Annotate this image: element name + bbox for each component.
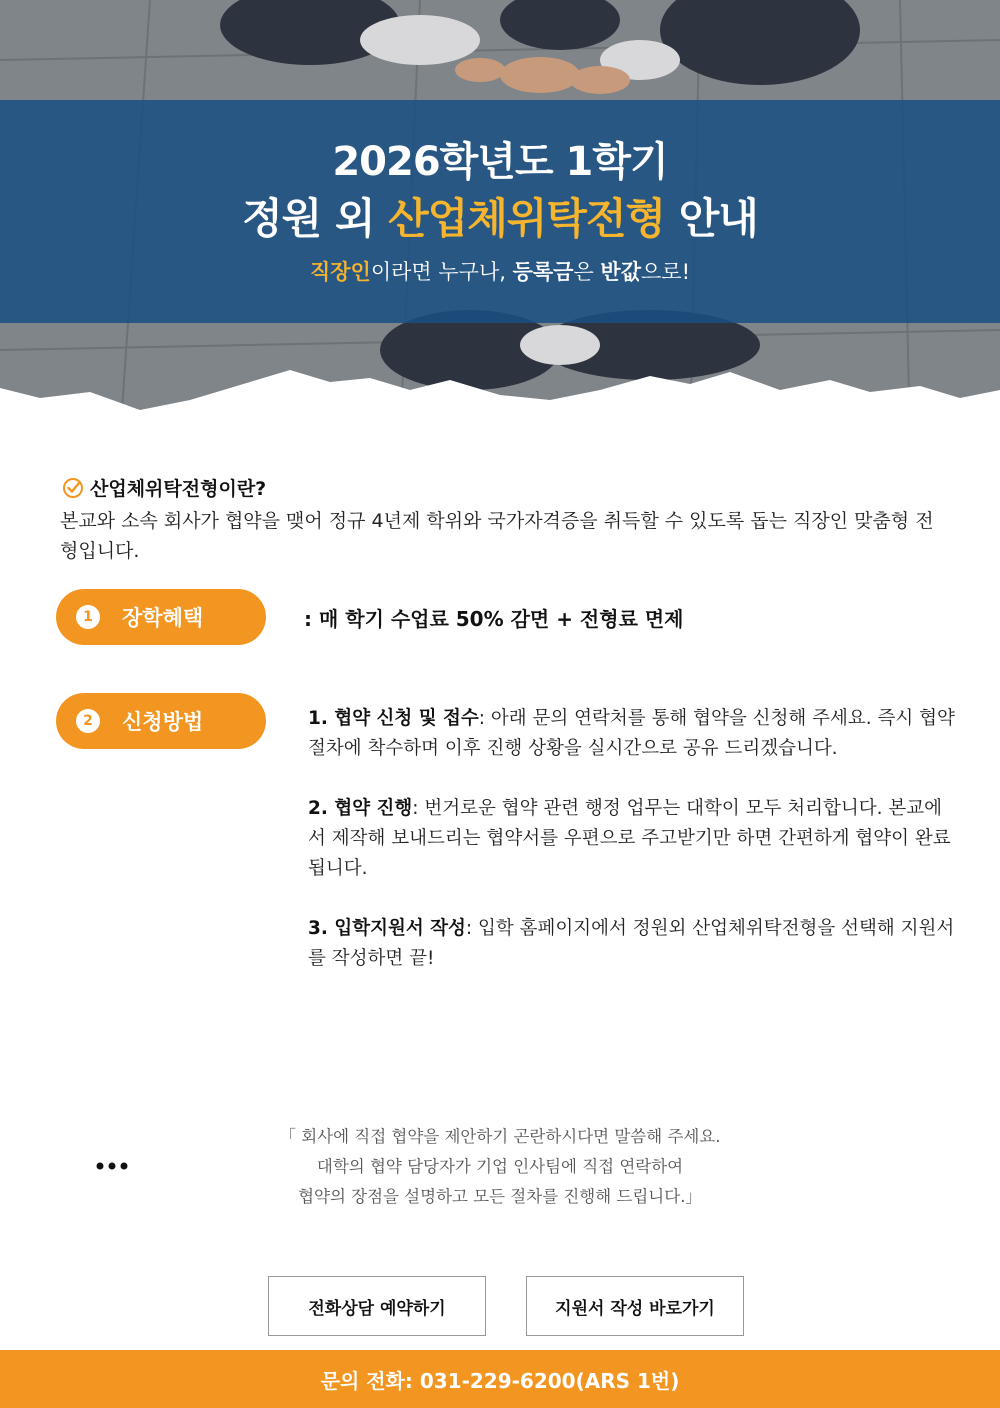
section-number: 2 <box>76 709 100 733</box>
step-heading: 2. 협약 진행 <box>308 798 413 819</box>
step-heading: 3. 입학지원서 작성 <box>308 918 466 939</box>
title-highlight: 산업체위탁전형 <box>388 194 666 243</box>
section-label: 신청방법 <box>122 710 204 734</box>
step-heading: 1. 협약 신청 및 접수 <box>308 708 479 729</box>
phone-consult-button[interactable]: 전화상담 예약하기 <box>268 1276 486 1336</box>
title-line2-pre: 정원 외 <box>242 194 389 243</box>
consult-quote <box>190 1122 810 1212</box>
step-item <box>308 704 958 764</box>
section-pill-method <box>56 693 266 749</box>
title-line1: 2026학년도 1학기 <box>332 139 668 185</box>
section-label: 장학혜택 <box>122 606 204 630</box>
steps-list <box>308 704 958 1004</box>
intro-question <box>62 474 266 501</box>
quote-line: 대학의 협약 담당자가 기업 인사팀에 직접 연락하여 <box>316 1157 684 1176</box>
torn-paper-edge <box>0 340 1000 440</box>
subtitle-part4: 은 <box>573 260 601 284</box>
step-text: : 번거로운 협약 관련 행정 업무는 대학이 모두 처리합니다. 본교에서 제작해 보내드리는 협약서를 우편으로 주고받기만 하면 간편하게 협약이 완료됩니다. <box>308 798 951 879</box>
intro-description: 본교와 소속 회사가 협약을 맺어 정규 4년제 학위와 국가자격증을 취득할 수 있도록 돕는 직장인 맞춤형 전형입니다. <box>60 510 934 562</box>
step-item <box>308 914 958 974</box>
subtitle-part5: 반값 <box>600 260 641 284</box>
apply-form-button[interactable]: 지원서 작성 바로가기 <box>526 1276 744 1336</box>
quote-line: 「 회사에 직접 협약을 제안하기 곤란하시다면 말씀해 주세요. <box>279 1127 721 1146</box>
quote-line: 협약의 장점을 설명하고 모든 절차를 진행해 드립니다.」 <box>298 1187 702 1206</box>
section-number: 1 <box>76 605 100 629</box>
subtitle-part3: 등록금 <box>512 260 574 284</box>
title-line2 <box>0 186 1000 246</box>
step-text: : 아래 문의 연락처를 통해 협약을 신청해 주세요. 즉시 협약 절차에 착수하며 이후 진행 상황을 실시간으로 공유 드리겠습니다. <box>308 708 955 759</box>
step-item <box>308 794 958 884</box>
contact-footer: 문의 전화: 031-229-6200(ARS 1번) <box>0 1350 1000 1408</box>
intro-question-text: 산업체위탁전형이란? <box>90 478 267 500</box>
subtitle-part6: 으로! <box>641 260 690 284</box>
speech-bubble-icon <box>82 1136 142 1196</box>
benefit-text: : 매 학기 수업료 50% 감면 + 전형료 면제 <box>304 607 684 631</box>
hero-section <box>0 0 1000 440</box>
title-banner <box>0 100 1000 323</box>
check-circle-icon <box>62 477 84 499</box>
subtitle-part1: 직장인 <box>309 260 371 284</box>
step-text: : 입학 홈페이지에서 정원외 산업체위탁전형을 선택해 지원서를 작성하면 끝! <box>308 918 955 969</box>
title-line2-post: 안내 <box>665 194 758 243</box>
subtitle-part2: 이라면 누구나, <box>370 260 513 284</box>
subtitle <box>0 256 1000 286</box>
section-pill-benefit <box>56 589 266 645</box>
